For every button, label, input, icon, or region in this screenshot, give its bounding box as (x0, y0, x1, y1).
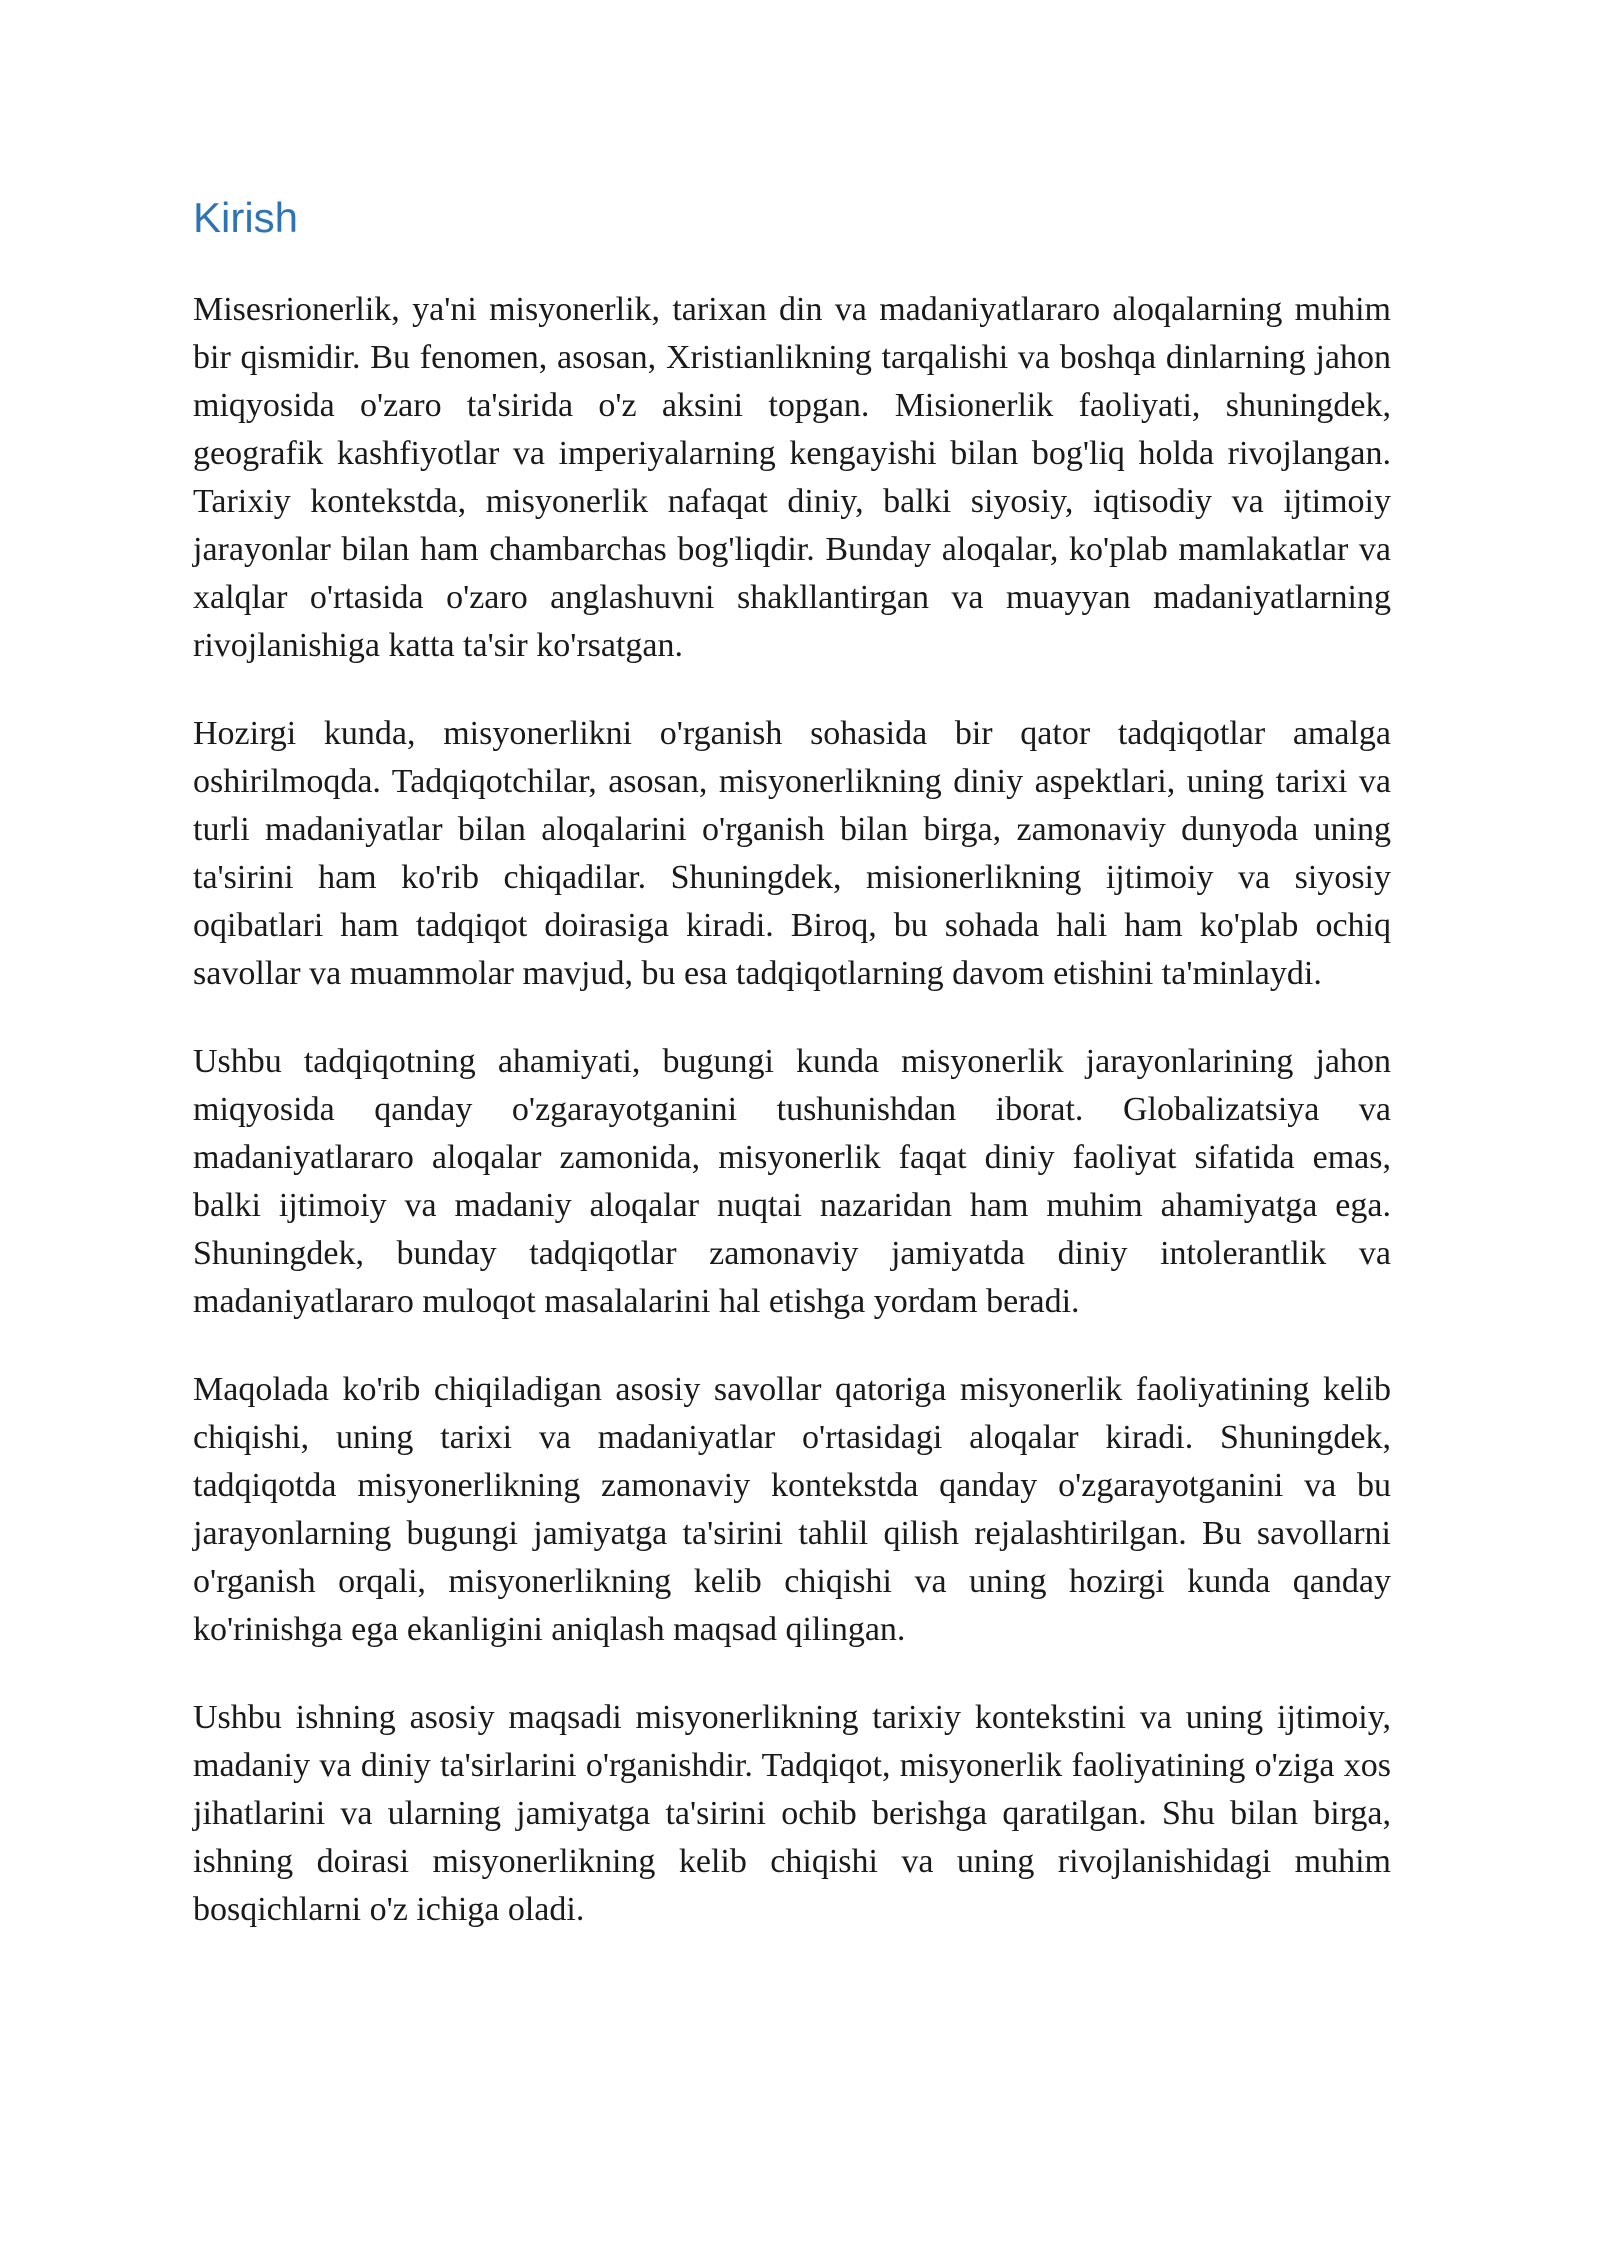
paragraph-4: Maqolada ko'rib chiqiladigan asosiy savollar qatoriga misyonerlik faoliyatining kelib chiqishi, uning tarixi va madaniyatlar o'rtasidagi aloqalar kiradi. Shuningdek, tadqiqotda misyonerlikning zamonaviy kontekstda qanday o'zgarayotganini va bu jarayonlarning bugungi jamiyatga ta'sirini tahlil qilish rejalashtirilgan. Bu savollarni o'rganish orqali, misyonerlikning kelib chiqishi va uning hozirgi kunda qanday ko'rinishga ega ekanligini aniqlash maqsad qilingan. (193, 1371, 1391, 1648)
paragraph-1: Misesrionerlik, ya'ni misyonerlik, tarixan din va madaniyatlararo aloqalarning muhim bir qismidir. Bu fenomen, asosan, Xristianlikning tarqalishi va boshqa dinlarning jahon miqyosida o'zaro ta'sirida o'z aksini topgan. Misionerlik faoliyati, shuningdek, geografik kashfiyotlar va imperiyalarning kengayishi bilan bog'liq holda rivojlangan. Tarixiy kontekstda, misyonerlik nafaqat diniy, balki siyosiy, iqtisodiy va ijtimoiy jarayonlar bilan ham chambarchas bog'liqdir. Bunday aloqalar, ko'plab mamlakatlar va xalqlar o'rtasida o'zaro anglashuvni shakllantirgan va muayyan madaniyatlarning rivojlanishiga katta ta'sir ko'rsatgan. (193, 291, 1391, 664)
paragraph-5: Ushbu ishning asosiy maqsadi misyonerlikning tarixiy kontekstini va uning ijtimoiy, madaniy va diniy ta'sirlarini o'rganishdir. Tadqiqot, misyonerlik faoliyatining o'ziga xos jihatlarini va ularning jamiyatga ta'sirini ochib berishga qaratilgan. Shu bilan birga, ishning doirasi misyonerlikning kelib chiqishi va uning rivojlanishidagi muhim bosqichlarni o'z ichiga oladi. (193, 1699, 1391, 1928)
section-heading: Kirish (193, 194, 299, 241)
paragraph-3: Ushbu tadqiqotning ahamiyati, bugungi kunda misyonerlik jarayonlarining jahon miqyosida qanday o'zgarayotganini tushunishdan iborat. Globalizatsiya va madaniyatlararo aloqalar zamonida, misyonerlik faqat diniy faoliyat sifatida emas, balki ijtimoiy va madaniy aloqalar nuqtai nazaridan ham muhim ahamiyatga ega. Shuningdek, bunday tadqiqotlar zamonaviy jamiyatda diniy intolerantlik va madaniyatlararo muloqot masalalarini hal etishga yordam beradi. (193, 1043, 1391, 1320)
document-body (193, 192, 1391, 1974)
paragraph-2: Hozirgi kunda, misyonerlikni o'rganish sohasida bir qator tadqiqotlar amalga oshirilmoqda. Tadqiqotchilar, asosan, misyonerlikning diniy aspektlari, uning tarixi va turli madaniyatlar bilan aloqalarini o'rganish bilan birga, zamonaviy dunyoda uning ta'sirini ham ko'rib chiqadilar. Shuningdek, misionerlikning ijtimoiy va siyosiy oqibatlari ham tadqiqot doirasiga kiradi. Biroq, bu sohada hali ham ko'plab ochiq savollar va muammolar mavjud, bu esa tadqiqotlarning davom etishini ta'minlaydi. (193, 715, 1391, 992)
